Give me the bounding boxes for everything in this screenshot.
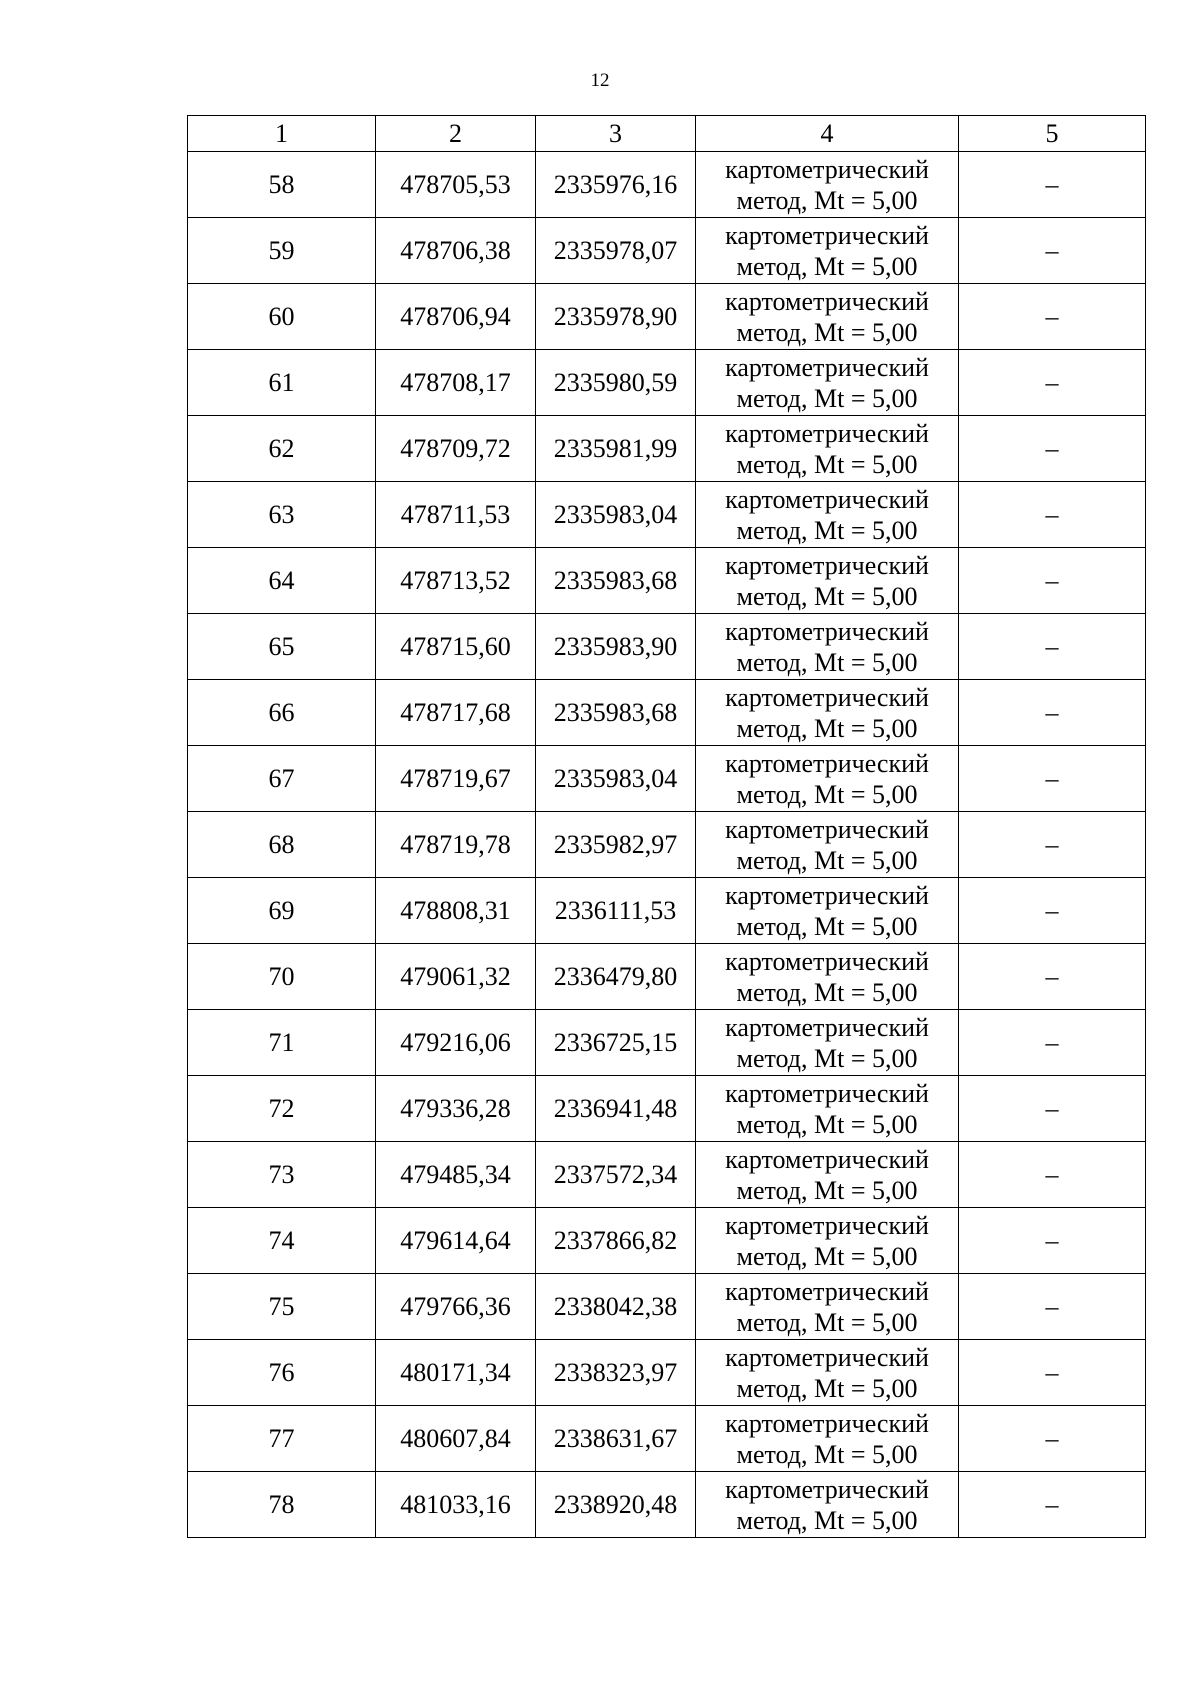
x-coordinate-cell: 478715,60 [376, 614, 536, 680]
x-coordinate-cell: 481033,16 [376, 1472, 536, 1538]
method-text-line: метод, Mt = 5,00 [736, 911, 918, 941]
method-text-line: метод, Mt = 5,00 [736, 515, 918, 545]
y-coordinate-cell: 2335976,16 [536, 152, 696, 218]
y-coordinate-cell: 2335981,99 [536, 416, 696, 482]
column-header: 5 [959, 116, 1146, 152]
method-text-line: метод, Mt = 5,00 [736, 647, 918, 677]
method-cell [696, 1208, 959, 1274]
method-cell [696, 284, 959, 350]
point-number-cell: 71 [188, 1010, 376, 1076]
method-text-line: картометрический [725, 946, 929, 976]
method-text-line: картометрический [725, 220, 929, 250]
y-coordinate-cell: 2335983,68 [536, 548, 696, 614]
method-text-line: метод, Mt = 5,00 [736, 1241, 918, 1271]
point-number-cell: 66 [188, 680, 376, 746]
table-row [188, 152, 1146, 218]
method-text-line: метод, Mt = 5,00 [736, 251, 918, 281]
method-text-line: картометрический [725, 154, 929, 184]
point-number-cell: 67 [188, 746, 376, 812]
method-text-line: метод, Mt = 5,00 [736, 449, 918, 479]
note-cell: – [959, 1472, 1146, 1538]
x-coordinate-cell: 478706,38 [376, 218, 536, 284]
y-coordinate-cell: 2338920,48 [536, 1472, 696, 1538]
table-row [188, 746, 1146, 812]
point-number-cell: 63 [188, 482, 376, 548]
y-coordinate-cell: 2335983,90 [536, 614, 696, 680]
method-cell [696, 1472, 959, 1538]
method-cell [696, 680, 959, 746]
note-cell: – [959, 218, 1146, 284]
method-text-line: картометрический [725, 748, 929, 778]
y-coordinate-cell: 2335983,04 [536, 746, 696, 812]
method-cell [696, 1076, 959, 1142]
note-cell: – [959, 284, 1146, 350]
x-coordinate-cell: 478717,68 [376, 680, 536, 746]
method-cell [696, 1406, 959, 1472]
note-cell: – [959, 1208, 1146, 1274]
note-cell: – [959, 1010, 1146, 1076]
note-cell: – [959, 1340, 1146, 1406]
y-coordinate-cell: 2335978,07 [536, 218, 696, 284]
x-coordinate-cell: 478713,52 [376, 548, 536, 614]
method-text-line: картометрический [725, 1342, 929, 1372]
y-coordinate-cell: 2336111,53 [536, 878, 696, 944]
x-coordinate-cell: 479766,36 [376, 1274, 536, 1340]
method-text-line: картометрический [725, 550, 929, 580]
method-text-line: метод, Mt = 5,00 [736, 383, 918, 413]
method-cell [696, 1274, 959, 1340]
x-coordinate-cell: 478708,17 [376, 350, 536, 416]
point-number-cell: 68 [188, 812, 376, 878]
method-cell [696, 1340, 959, 1406]
note-cell: – [959, 614, 1146, 680]
method-text-line: картометрический [725, 1012, 929, 1042]
y-coordinate-cell: 2335980,59 [536, 350, 696, 416]
table-row [188, 1142, 1146, 1208]
x-coordinate-cell: 479485,34 [376, 1142, 536, 1208]
x-coordinate-cell: 478711,53 [376, 482, 536, 548]
note-cell: – [959, 548, 1146, 614]
point-number-cell: 69 [188, 878, 376, 944]
y-coordinate-cell: 2338042,38 [536, 1274, 696, 1340]
table-row [188, 1076, 1146, 1142]
x-coordinate-cell: 478709,72 [376, 416, 536, 482]
method-text-line: метод, Mt = 5,00 [736, 845, 918, 875]
x-coordinate-cell: 478719,78 [376, 812, 536, 878]
table-row [188, 548, 1146, 614]
method-text-line: картометрический [725, 616, 929, 646]
note-cell: – [959, 1076, 1146, 1142]
table-row [188, 878, 1146, 944]
method-cell [696, 614, 959, 680]
note-cell: – [959, 1274, 1146, 1340]
column-header: 3 [536, 116, 696, 152]
point-number-cell: 61 [188, 350, 376, 416]
note-cell: – [959, 350, 1146, 416]
method-text-line: метод, Mt = 5,00 [736, 317, 918, 347]
method-cell [696, 218, 959, 284]
x-coordinate-cell: 478705,53 [376, 152, 536, 218]
table-row [188, 1406, 1146, 1472]
point-number-cell: 76 [188, 1340, 376, 1406]
point-number-cell: 73 [188, 1142, 376, 1208]
method-cell [696, 878, 959, 944]
method-cell [696, 1010, 959, 1076]
table-row [188, 1208, 1146, 1274]
point-number-cell: 72 [188, 1076, 376, 1142]
method-text-line: метод, Mt = 5,00 [736, 581, 918, 611]
table-row [188, 284, 1146, 350]
method-text-line: картометрический [725, 352, 929, 382]
table-row [188, 1010, 1146, 1076]
point-number-cell: 70 [188, 944, 376, 1010]
point-number-cell: 65 [188, 614, 376, 680]
method-text-line: картометрический [725, 1276, 929, 1306]
method-text-line: картометрический [725, 880, 929, 910]
table-row [188, 1340, 1146, 1406]
note-cell: – [959, 878, 1146, 944]
method-text-line: метод, Mt = 5,00 [736, 1175, 918, 1205]
y-coordinate-cell: 2335978,90 [536, 284, 696, 350]
y-coordinate-cell: 2337866,82 [536, 1208, 696, 1274]
x-coordinate-cell: 479614,64 [376, 1208, 536, 1274]
method-text-line: метод, Mt = 5,00 [736, 1043, 918, 1073]
point-number-cell: 62 [188, 416, 376, 482]
table-row [188, 680, 1146, 746]
point-number-cell: 78 [188, 1472, 376, 1538]
method-cell [696, 812, 959, 878]
point-number-cell: 64 [188, 548, 376, 614]
point-number-cell: 58 [188, 152, 376, 218]
note-cell: – [959, 812, 1146, 878]
method-text-line: картометрический [725, 1474, 929, 1504]
x-coordinate-cell: 478719,67 [376, 746, 536, 812]
table-row [188, 482, 1146, 548]
table-row [188, 1274, 1146, 1340]
x-coordinate-cell: 479336,28 [376, 1076, 536, 1142]
y-coordinate-cell: 2338323,97 [536, 1340, 696, 1406]
method-cell [696, 548, 959, 614]
method-text-line: картометрический [725, 682, 929, 712]
note-cell: – [959, 416, 1146, 482]
x-coordinate-cell: 478706,94 [376, 284, 536, 350]
method-cell [696, 350, 959, 416]
method-text-line: картометрический [725, 1408, 929, 1438]
method-text-line: метод, Mt = 5,00 [736, 713, 918, 743]
note-cell: – [959, 482, 1146, 548]
y-coordinate-cell: 2337572,34 [536, 1142, 696, 1208]
method-text-line: метод, Mt = 5,00 [736, 779, 918, 809]
coordinates-table [187, 115, 1146, 1538]
method-text-line: картометрический [725, 418, 929, 448]
method-text-line: картометрический [725, 1210, 929, 1240]
point-number-cell: 77 [188, 1406, 376, 1472]
note-cell: – [959, 1406, 1146, 1472]
method-cell [696, 152, 959, 218]
x-coordinate-cell: 479216,06 [376, 1010, 536, 1076]
note-cell: – [959, 680, 1146, 746]
x-coordinate-cell: 479061,32 [376, 944, 536, 1010]
method-text-line: картометрический [725, 814, 929, 844]
x-coordinate-cell: 480171,34 [376, 1340, 536, 1406]
y-coordinate-cell: 2335983,04 [536, 482, 696, 548]
y-coordinate-cell: 2336479,80 [536, 944, 696, 1010]
y-coordinate-cell: 2336725,15 [536, 1010, 696, 1076]
method-cell [696, 1142, 959, 1208]
note-cell: – [959, 152, 1146, 218]
note-cell: – [959, 746, 1146, 812]
page-number: 12 [590, 70, 610, 91]
method-cell [696, 746, 959, 812]
method-text-line: картометрический [725, 1144, 929, 1174]
y-coordinate-cell: 2335982,97 [536, 812, 696, 878]
method-text-line: метод, Mt = 5,00 [736, 1505, 918, 1535]
method-text-line: картометрический [725, 1078, 929, 1108]
table-row [188, 1472, 1146, 1538]
table-row [188, 350, 1146, 416]
note-cell: – [959, 944, 1146, 1010]
table-row [188, 218, 1146, 284]
method-cell [696, 482, 959, 548]
table-row [188, 416, 1146, 482]
table-row [188, 614, 1146, 680]
method-text-line: картометрический [725, 286, 929, 316]
x-coordinate-cell: 480607,84 [376, 1406, 536, 1472]
method-text-line: метод, Mt = 5,00 [736, 977, 918, 1007]
method-text-line: картометрический [725, 484, 929, 514]
table-header-row [188, 116, 1146, 152]
point-number-cell: 75 [188, 1274, 376, 1340]
method-text-line: метод, Mt = 5,00 [736, 1439, 918, 1469]
y-coordinate-cell: 2335983,68 [536, 680, 696, 746]
method-cell [696, 944, 959, 1010]
method-text-line: метод, Mt = 5,00 [736, 1109, 918, 1139]
table-row [188, 812, 1146, 878]
method-text-line: метод, Mt = 5,00 [736, 185, 918, 215]
method-cell [696, 416, 959, 482]
column-header: 2 [376, 116, 536, 152]
method-text-line: метод, Mt = 5,00 [736, 1373, 918, 1403]
note-cell: – [959, 1142, 1146, 1208]
table-body [188, 116, 1146, 1538]
y-coordinate-cell: 2336941,48 [536, 1076, 696, 1142]
point-number-cell: 74 [188, 1208, 376, 1274]
method-text-line: метод, Mt = 5,00 [736, 1307, 918, 1337]
column-header: 1 [188, 116, 376, 152]
point-number-cell: 59 [188, 218, 376, 284]
point-number-cell: 60 [188, 284, 376, 350]
x-coordinate-cell: 478808,31 [376, 878, 536, 944]
table-row [188, 944, 1146, 1010]
column-header: 4 [696, 116, 959, 152]
y-coordinate-cell: 2338631,67 [536, 1406, 696, 1472]
